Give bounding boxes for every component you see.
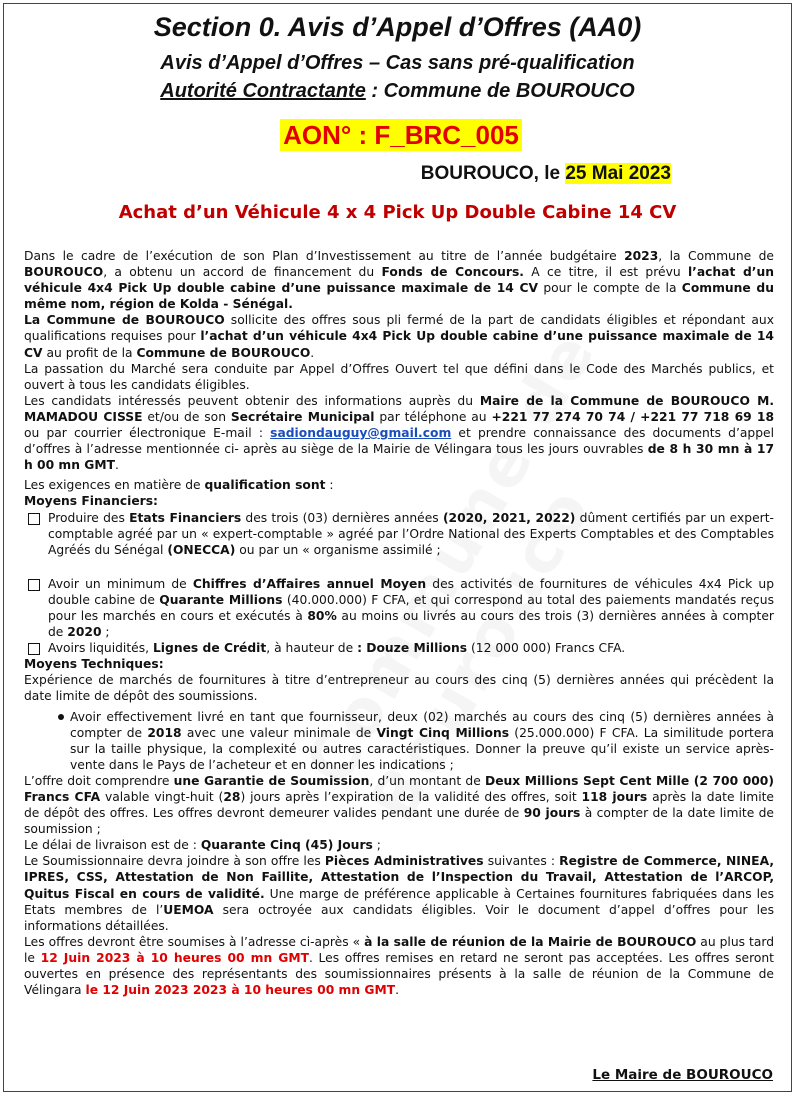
paragraph-procedure: La passation du Marché sera conduite par Appel d’Offres Ouvert tel que défini dans le Code des Marchés publics, et ouvert à tous les candidats éligibles. (24, 361, 774, 392)
text: : (325, 478, 334, 493)
text: et prendre connaissance des documents d’appel d’offres à l’adresse mentionnée ci- après au siège de la Mairie de Vélingara tous les jours ouvrables (24, 426, 774, 457)
bullet-icon (58, 714, 64, 720)
text: qualification sont (204, 478, 326, 493)
text: Vingt Cinq Millions (376, 725, 510, 740)
text: 2018 (147, 725, 182, 740)
text: La Commune de BOUROUCO (24, 313, 225, 328)
text: A ce titre, il est prévu (523, 265, 688, 280)
text: : Douze Millions (357, 641, 468, 656)
text: , a obtenu un accord de financement du (103, 265, 382, 280)
text: une Garantie de Soumission (173, 773, 370, 788)
text: avec une valeur minimale de (181, 725, 377, 740)
technical-heading (24, 656, 774, 672)
text: . (395, 983, 400, 998)
text: (40.000.000) F CFA, et qui correspond au total des paiements mandatés reçus pour les marchés en cours et exécutés à (48, 592, 774, 623)
text: Avoir un minimum de (48, 576, 193, 591)
text: Les exigences en matière de (24, 478, 205, 493)
text: Une marge de préférence applicable à Certaines fournitures fabriquées dans les Etats membres de l’ (24, 886, 775, 917)
text: des trois (03) dernières années (241, 510, 443, 525)
checkbox-icon (28, 579, 40, 591)
text: à la salle de réunion de la Mairie de BOUROUCO (364, 934, 697, 949)
text: au moins ou livrés au cours des trois (3) dernières années à compter de (48, 608, 774, 640)
subject-title: Achat d’un Véhicule 4 x 4 Pick Up Double Cabine 14 CV (118, 202, 677, 223)
text: à compter de la date limite de soumission ; (24, 806, 774, 837)
text: pour le compte de la (538, 281, 682, 296)
text: ) jours après l’expiration de la validité des offres, soit (240, 790, 582, 804)
section-title: Section 0. Avis d’Appel d’Offres (AA0) (153, 12, 642, 42)
text: ; (372, 838, 381, 853)
list-item (24, 640, 774, 656)
list-item (24, 709, 774, 773)
list-item (24, 510, 774, 558)
text: ou par courrier électronique E-mail : (24, 426, 271, 441)
paragraph-experience: Expérience de marchés de fournitures à titre d’entrepreneur au cours des cinq (5) dernières années qui précèdent la date limite de dépôt des soumissions. (24, 673, 774, 704)
text: Dans le cadre de l’exécution de son Plan d’Investissement au titre de l’année budgétaire (24, 249, 625, 263)
text: (ONECCA) (167, 542, 236, 557)
text: 90 jours (523, 806, 581, 821)
paragraph-requirements (24, 477, 774, 493)
text: , d’un montant de (369, 773, 485, 788)
text: Avoir effectivement livré en tant que fournisseur, deux (02) marchés au cours des cinq (5) dernières années à compter de (70, 709, 774, 740)
paragraph-context (24, 248, 774, 312)
text: Quarante Cinq (45) Jours (200, 838, 373, 853)
text: 28 (223, 790, 241, 804)
opening-date: le 12 Juin 2023 2023 à 10 heures 00 mn GMT (85, 983, 396, 998)
text: , la Commune de (658, 249, 774, 263)
paragraph-guarantee (24, 773, 774, 837)
text: Commune de BOUROUCO (136, 345, 311, 360)
text: Les candidats intéressés peuvent obtenir des informations auprès du (24, 393, 480, 408)
office-hours: de 8 h 30 mn à 17 h 00 mn GMT (24, 442, 774, 473)
text: UEMOA (163, 902, 214, 917)
text: Le Soumissionnaire devra joindre à son offre les (24, 854, 325, 869)
authority-separator: : (365, 80, 384, 102)
contracting-authority (0, 80, 795, 103)
text: . Les offres remises en retard ne seront pas acceptées. Les offres seront ouvertes en présence des représentants des soumissionnaires présents à la salle de réunion de la Commune de Vélingara (24, 950, 774, 998)
authority-name: Commune de BOUROUCO (383, 80, 635, 102)
text: Maire de la Commune de BOUROUCO M. MAMADOU CISSE (24, 393, 774, 424)
text: dûment certifiés par un expert-comptable agréé par un « expert-comptable » agréé par l’Ordre National des Experts Comptables et des Comptables Agréés du Sénégal (48, 510, 774, 557)
place-date (421, 163, 671, 185)
text: ; (101, 625, 110, 640)
text: Quarante Millions (159, 592, 283, 607)
text: 80% (307, 608, 337, 623)
notice-body (24, 248, 774, 998)
text: au profit de la (42, 345, 137, 360)
deadline-date: 12 Juin 2023 à 10 heures 00 mn GMT (40, 950, 309, 965)
text: sollicite des offres sous pli fermé de la part de candidats éligibles et répondant aux qualifications requises pour (24, 313, 774, 344)
text: des activités de fournitures de véhicules 4x4 Pick up double cabine de (48, 576, 774, 607)
text: l’achat d’un véhicule 4x4 Pick Up double cabine d’une puissance maximale de 14 CV (24, 329, 774, 360)
date-highlight: 25 Mai 2023 (565, 163, 671, 184)
text: Pièces Administratives (324, 854, 484, 869)
text: 2023 (624, 249, 659, 263)
subtitle: Avis d’Appel d’Offres – Cas sans pré-qualification (160, 52, 635, 74)
list-item (24, 576, 774, 640)
checkbox-icon (28, 643, 40, 655)
paragraph-delivery (24, 837, 774, 853)
text: 118 jours (581, 790, 648, 804)
checkbox-icon (28, 513, 40, 525)
text: L’offre doit comprendre (24, 773, 174, 788)
text: Secrétaire Municipal (230, 409, 375, 424)
financial-heading (24, 493, 774, 509)
email-link[interactable]: sadiondauguy@gmail.com (270, 426, 452, 441)
paragraph-documents (24, 853, 774, 933)
text: Moyens Techniques: (24, 657, 164, 672)
signature: Le Maire de BOUROUCO (592, 1067, 773, 1083)
place: BOUROUCO, le (420, 163, 566, 184)
text: Avoirs liquidités, (48, 641, 153, 656)
text: BOUROUCO (24, 265, 104, 280)
paragraph-submission (24, 934, 774, 998)
paragraph-solicitation (24, 312, 774, 360)
authority-label: Autorité Contractante (160, 80, 366, 102)
text: . (310, 345, 315, 360)
text: l’achat d’un véhicule 4x4 Pick Up double cabine d’une puissance maximale de 14 CV (24, 265, 774, 296)
text: Chiffres d’Affaires annuel Moyen (192, 576, 427, 591)
text: par téléphone au (374, 409, 492, 424)
text: Fonds de Concours. (381, 265, 524, 280)
text: ou par un « organisme assimilé ; (235, 542, 441, 557)
text: au plus tard le (24, 934, 774, 965)
text: Moyens Financiers: (24, 494, 158, 509)
text: suivantes : (483, 854, 560, 869)
text: valable vingt-huit ( (100, 790, 224, 804)
text: (2020, 2021, 2022) (442, 510, 576, 525)
text: 2020 (67, 625, 102, 640)
text: Le délai de livraison est de : (24, 838, 201, 853)
text: Les offres devront être soumises à l’adresse ci-après « (24, 934, 365, 949)
text: , à hauteur de (266, 641, 358, 656)
text: Lignes de Crédit (152, 641, 267, 656)
text: Produire des (48, 510, 130, 525)
text: et/ou de son (142, 409, 231, 424)
text: sera octroyée aux candidats éligibles. Voir le document d’appel d’offres pour les informations détaillées. (24, 902, 774, 933)
aon-reference: AON° : F_BRC_005 (280, 119, 522, 151)
text: (12 000 000) Francs CFA. (467, 641, 626, 656)
text: Deux Millions Sept Cent Mille (2 700 000) Francs CFA (24, 773, 774, 804)
text: après la date limite de dépôt des offres. Les offres devront demeurer valides pendant une durée de (24, 790, 774, 821)
phone-numbers: +221 77 274 70 74 / +221 77 718 69 18 (491, 409, 774, 424)
text: Etats Financiers (129, 510, 242, 525)
paragraph-contact (24, 393, 774, 473)
text: . (115, 458, 119, 473)
text: (25.000.000) F CFA. La similitude portera sur la taille physique, la complexité ou autres caractéristiques. Donner la preuve qu’il existe un service après-vente dans le Pays de l’acheteur et en donner les indications ; (70, 725, 774, 772)
text: Commune du même nom, région de Kolda - Sénégal. (24, 281, 774, 312)
text: Registre de Commerce, NINEA, IPRES, CSS, Attestation de Non Faillite, Attestation de l’Inspection du Travail, Attestation de l’ARCOP, Quitus Fiscal en cours de validité. (24, 854, 774, 901)
